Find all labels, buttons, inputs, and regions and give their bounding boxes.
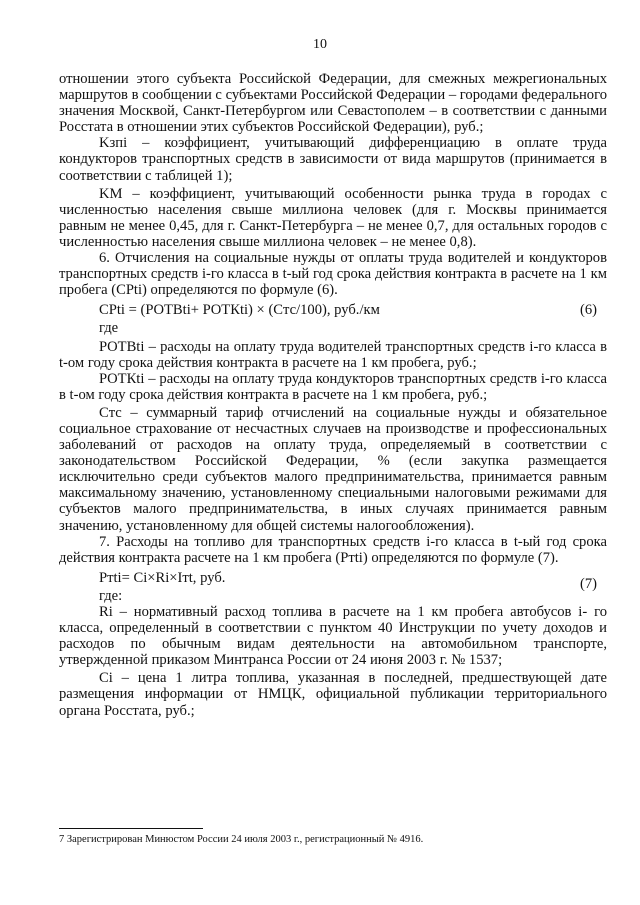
page-content xyxy=(59,71,607,719)
paragraph-kzp: Kзпi – коэффициент, учитывающий дифференциацию в оплате труда кондукторов транспортных средств в зависимости от вида маршрутов (принимается в соответствии с таблицей 1); xyxy=(59,135,607,184)
formula-6 xyxy=(59,302,607,318)
formula-7-expression: Pтti= Ci×Ri×Iтt, руб. xyxy=(99,569,226,586)
paragraph-km: KМ – коэффициент, учитывающий особенности рынка труда в городах с численностью населения свыше миллиона человек (для г. Москвы принимается равным не менее 0,45, для г. Санкт-Петербурга – не менее 0,7, для остальных городов с численностью населения свыше миллиона человек – не менее 0,8). xyxy=(59,185,607,250)
paragraph-potv: PОТВti – расходы на оплату труда водителей транспортных средств i-го класса в t-ом году срока действия контракта в расчете на 1 км пробега, руб.; xyxy=(59,338,607,371)
formula-7-number: (7) xyxy=(579,575,597,592)
paragraph-continuation: отношении этого субъекта Российской Федерации, для смежных межрегиональных маршрутов в сообщении с субъектами Российской Федерации – городами федерального значения Москвой, Санкт-Петербургом или Севастополем – в соответствии с данными Росстата в отношении этих субъектов Российской Федерации), руб.; xyxy=(59,71,607,136)
formula-7 xyxy=(59,569,607,592)
formula-6-expression: CPti = (PОТВti+ PОТКti) × (Cтс/100), руб./км xyxy=(99,302,380,319)
formula-6-number: (6) xyxy=(579,302,597,319)
footnote-divider xyxy=(59,828,203,829)
paragraph-potk: PОТКti – расходы на оплату труда кондукторов транспортных средств i-го класса в t-ом году срока действия контракта в расчете на 1 км пробега, руб.; xyxy=(59,370,607,403)
paragraph-ri: Ri – нормативный расход топлива в расчете на 1 км пробега автобусов i- го класса, определенный в соответствии с пунктом 40 Инструкции по учету доходов и расходов по обычным видам деятельности на автомобильном транспорте, утвержденной приказом Минтранса России от 24 июня 2003 г. № 1537; xyxy=(59,604,607,669)
paragraph-cts: Cтс – суммарный тариф отчислений на социальные нужды и обязательное социальное страхование от несчастных случаев на производстве и профессиональных заболеваний от расходов на оплату труда, определяемый в соответствии с законодательством Российской Федерации, % (если закупка размещается исключительно среди субъектов малого предпринимательства, принимается равным максимальному значению, установленному специальными налоговыми режимами для субъектов малого предпринимательства, в иных случаях принимается равным значению, установленному для общей системы налогообложения). xyxy=(59,404,607,534)
paragraph-section-7: 7. Расходы на топливо для транспортных средств i-го класса в t-ый год срока действия контракта расчете на 1 км пробега (Pтti) определяются по формуле (7). xyxy=(59,533,607,566)
paragraph-ci: Ci – цена 1 литра топлива, указанная в последней, предшествующей дате размещения информации от НМЦК, официальной публикации территориального органа Росстата, руб.; xyxy=(59,670,607,719)
paragraph-section-6: 6. Отчисления на социальные нужды от оплаты труда водителей и кондукторов транспортных средств i-го класса в t-ый год срока действия контракта в расчете на 1 км пробега (CPti) определяются по формуле (6). xyxy=(59,250,607,299)
where-label-1: где xyxy=(99,320,119,337)
page-number: 10 xyxy=(313,37,327,52)
where-label-2: где: xyxy=(99,587,123,604)
footnote: 7 Зарегистрирован Минюстом России 24 июля 2003 г., регистрационный № 4916. xyxy=(59,834,424,845)
